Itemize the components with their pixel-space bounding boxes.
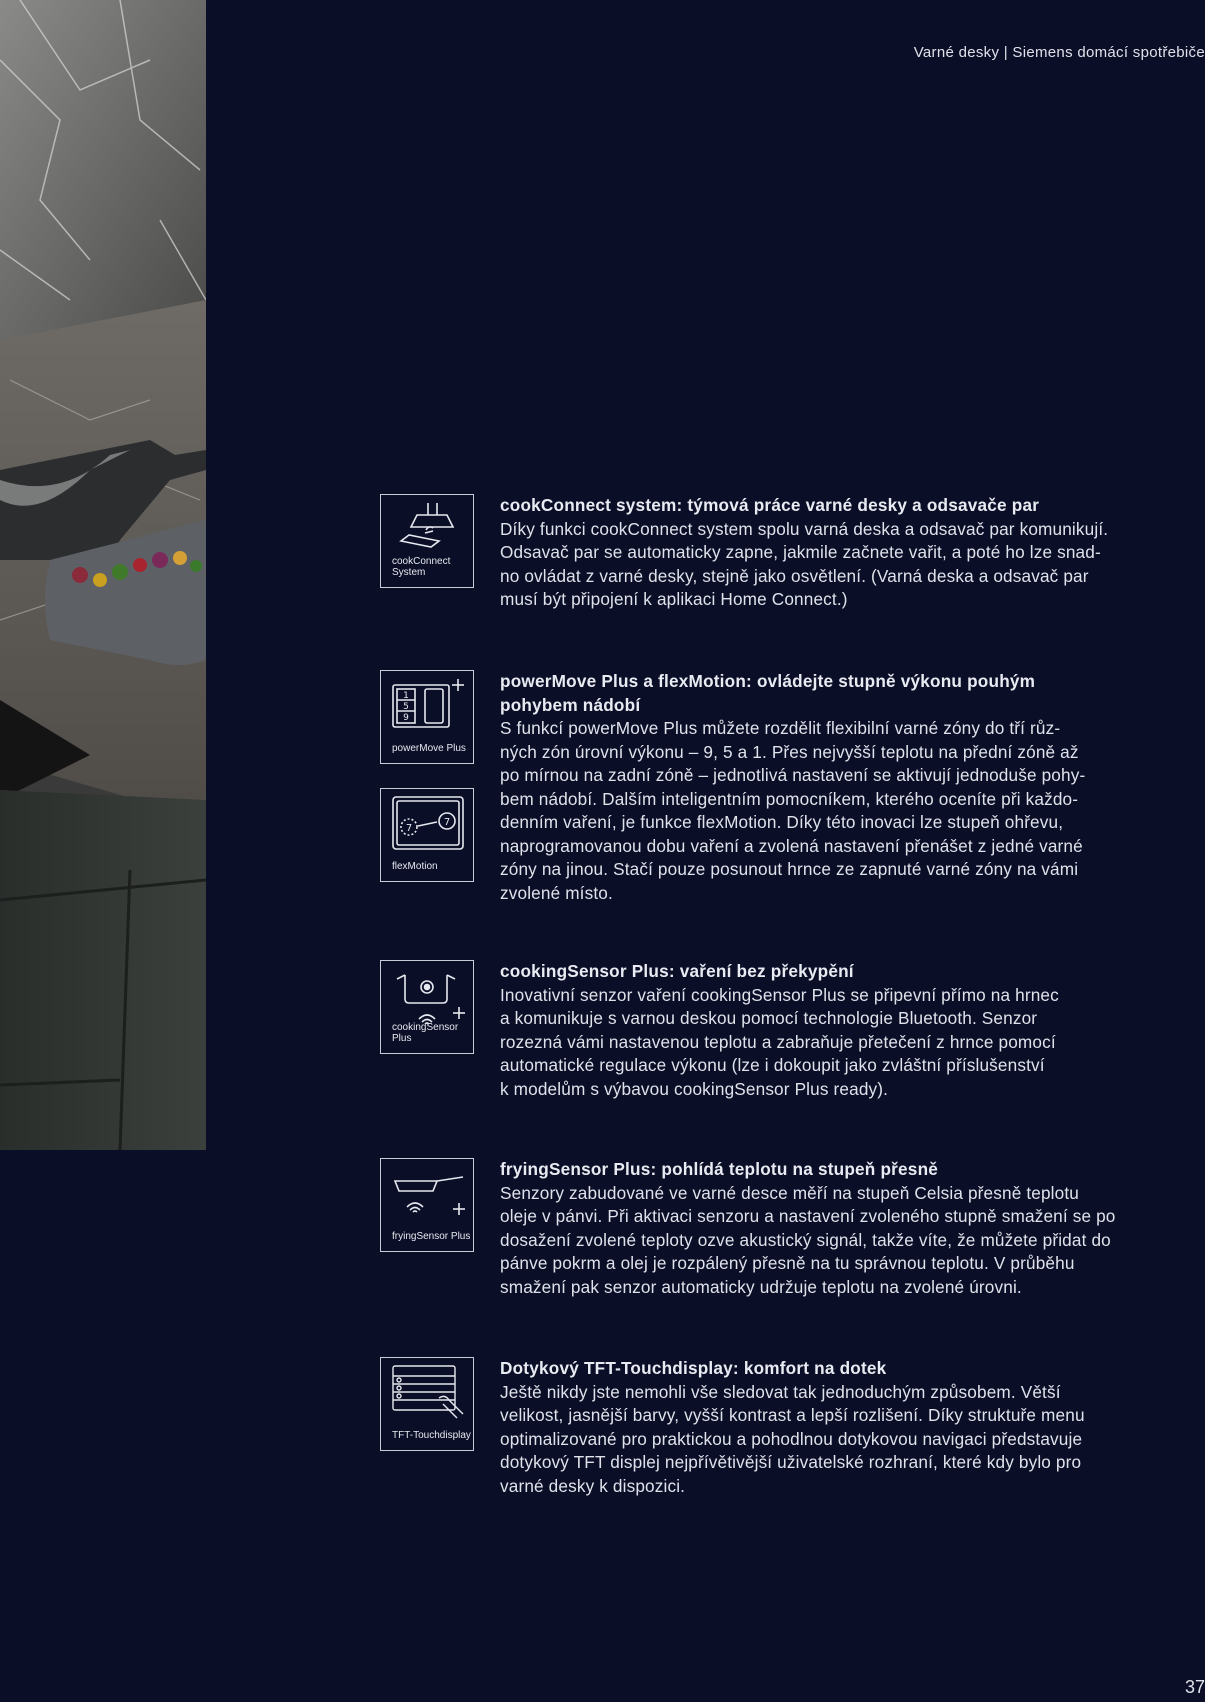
feature-line: bem nádobí. Dalším inteligentním pomocníkem, kterého oceníte při každo- bbox=[500, 788, 1079, 809]
icon-label: powerMove Plus bbox=[392, 743, 466, 754]
feature-text bbox=[500, 494, 1140, 612]
feature-line: Senzory zabudované ve varné desce měří na stupeň Celsia přesně teplotu bbox=[500, 1182, 1079, 1203]
icon-label: cookConnect System bbox=[392, 556, 451, 578]
feature-line: oleje v pánvi. Při aktivaci senzoru a nastavení zvoleného stupně smažení se po bbox=[500, 1206, 1116, 1226]
feature-line: automatické regulace výkonu (lze i dokoupit jako zvláštní příslušenství bbox=[500, 1055, 1045, 1075]
feature-line: no ovládat z varné desky, stejně jako osvětlení. (Varná deska a odsavač par bbox=[500, 565, 1089, 586]
page-number: 37 bbox=[1184, 1677, 1205, 1697]
feature-line: a komunikuje s varnou deskou pomocí technologie Bluetooth. Senzor bbox=[500, 1008, 1038, 1028]
header-category: Varné desky bbox=[913, 44, 1000, 61]
feature-title-line: pohybem nádobí bbox=[500, 694, 641, 715]
feature-title-line: powerMove Plus a flexMotion: ovládejte stupně výkonu pouhým bbox=[500, 671, 1036, 691]
feature-text bbox=[500, 670, 1140, 905]
feature-line: Inovativní senzor vaření cookingSensor Plus se připevní přímo na hrnec bbox=[500, 984, 1059, 1005]
feature-title: cookingSensor Plus: vaření bez překypění bbox=[500, 961, 854, 981]
feature-title: Dotykový TFT-Touchdisplay: komfort na dotek bbox=[500, 1358, 887, 1378]
svg-text:1: 1 bbox=[403, 691, 409, 701]
feature-line: po mírnou na zadní zóně – jednotlivá nastavení se aktivují jednoduše pohy- bbox=[500, 765, 1086, 785]
svg-text:9: 9 bbox=[403, 713, 409, 723]
touchdisplay-icon bbox=[380, 1357, 474, 1451]
feature-line: dotykový TFT displej nejpřívětivější uživatelské rozhraní, které kdy bylo pro bbox=[500, 1452, 1082, 1472]
feature-line: velikost, jasnější barvy, vyšší kontrast a lepší rozlišení. Díky struktuře menu bbox=[500, 1405, 1085, 1425]
feature-line: Odsavač par se automaticky zapne, jakmile začnete vařit, a poté ho lze snad- bbox=[500, 542, 1101, 562]
feature-line: naprogramovanou dobu vaření a zvolená nastavení přenášet z jedné varné bbox=[500, 835, 1083, 856]
feature-line: varné desky k dispozici. bbox=[500, 1475, 686, 1496]
feature-line: Díky funkci cookConnect system spolu varná deska a odsavač par komunikují. bbox=[500, 518, 1109, 539]
flexmotion-icon bbox=[380, 788, 474, 882]
header-brand: Siemens domácí spotřebiče bbox=[1012, 44, 1205, 61]
feature-line: Ještě nikdy jste nemohli vše sledovat tak jednoduchým způsobem. Větší bbox=[500, 1381, 1061, 1402]
feature-line: S funkcí powerMove Plus můžete rozdělit flexibilní varné zóny do tří růz- bbox=[500, 718, 1061, 738]
feature-line: rozezná vámi nastavenou teplotu a zabraňuje přetečení z hrnce pomocí bbox=[500, 1031, 1056, 1052]
cookconnect-icon bbox=[380, 494, 474, 588]
feature-line: smažení pak senzor automaticky udržuje teplotu na zvolené úrovni. bbox=[500, 1276, 1022, 1297]
icon-label: fryingSensor Plus bbox=[392, 1231, 471, 1242]
feature-text bbox=[500, 960, 1140, 1101]
feature-title: cookConnect system: týmová práce varné desky a odsavače par bbox=[500, 495, 1040, 515]
feature-text bbox=[500, 1357, 1140, 1498]
feature-title bbox=[500, 670, 1140, 717]
feature-line: optimalizované pro praktickou a pohodlnou dotykovou navigaci představuje bbox=[500, 1428, 1083, 1449]
feature-line: musí být připojení k aplikaci Home Connect.) bbox=[500, 589, 848, 609]
feature-text bbox=[500, 1158, 1140, 1299]
feature-line: pánve pokrm a olej je rozpálený přesně na tu správnou teplotu. V průběhu bbox=[500, 1253, 1075, 1273]
feature-line: k modelům s výbavou cookingSensor Plus ready). bbox=[500, 1078, 889, 1099]
icon-label: cookingSensor Plus bbox=[392, 1022, 459, 1044]
feature-line: zóny na jinou. Stačí pouze posunout hrnce ze zapnuté varné zóny na vámi bbox=[500, 859, 1079, 879]
feature-line: zvolené místo. bbox=[500, 882, 613, 903]
svg-text:7: 7 bbox=[443, 817, 451, 828]
feature-line: denním vaření, je funkce flexMotion. Díky této inovaci lze stupeň ohřevu, bbox=[500, 812, 1064, 832]
powermove-icon bbox=[380, 670, 474, 764]
icon-label: TFT-Touchdisplay bbox=[392, 1430, 471, 1441]
fryingsensor-icon bbox=[380, 1158, 474, 1252]
icon-label: flexMotion bbox=[392, 861, 438, 872]
feature-title: fryingSensor Plus: pohlídá teplotu na stupeň přesně bbox=[500, 1159, 939, 1179]
feature-line: ných zón úrovní výkonu – 9, 5 a 1. Přes nejvyšší teplotu na přední zóně až bbox=[500, 741, 1079, 762]
svg-text:7: 7 bbox=[405, 823, 413, 834]
svg-text:5: 5 bbox=[403, 702, 409, 712]
feature-line: dosažení zvolené teploty ozve akustický signál, takže víte, že můžete přidat do bbox=[500, 1229, 1111, 1250]
header-separator: | bbox=[1003, 44, 1008, 61]
kitchen-photo bbox=[0, 0, 206, 1150]
page-header bbox=[914, 44, 1205, 61]
cookingsensor-icon bbox=[380, 960, 474, 1054]
